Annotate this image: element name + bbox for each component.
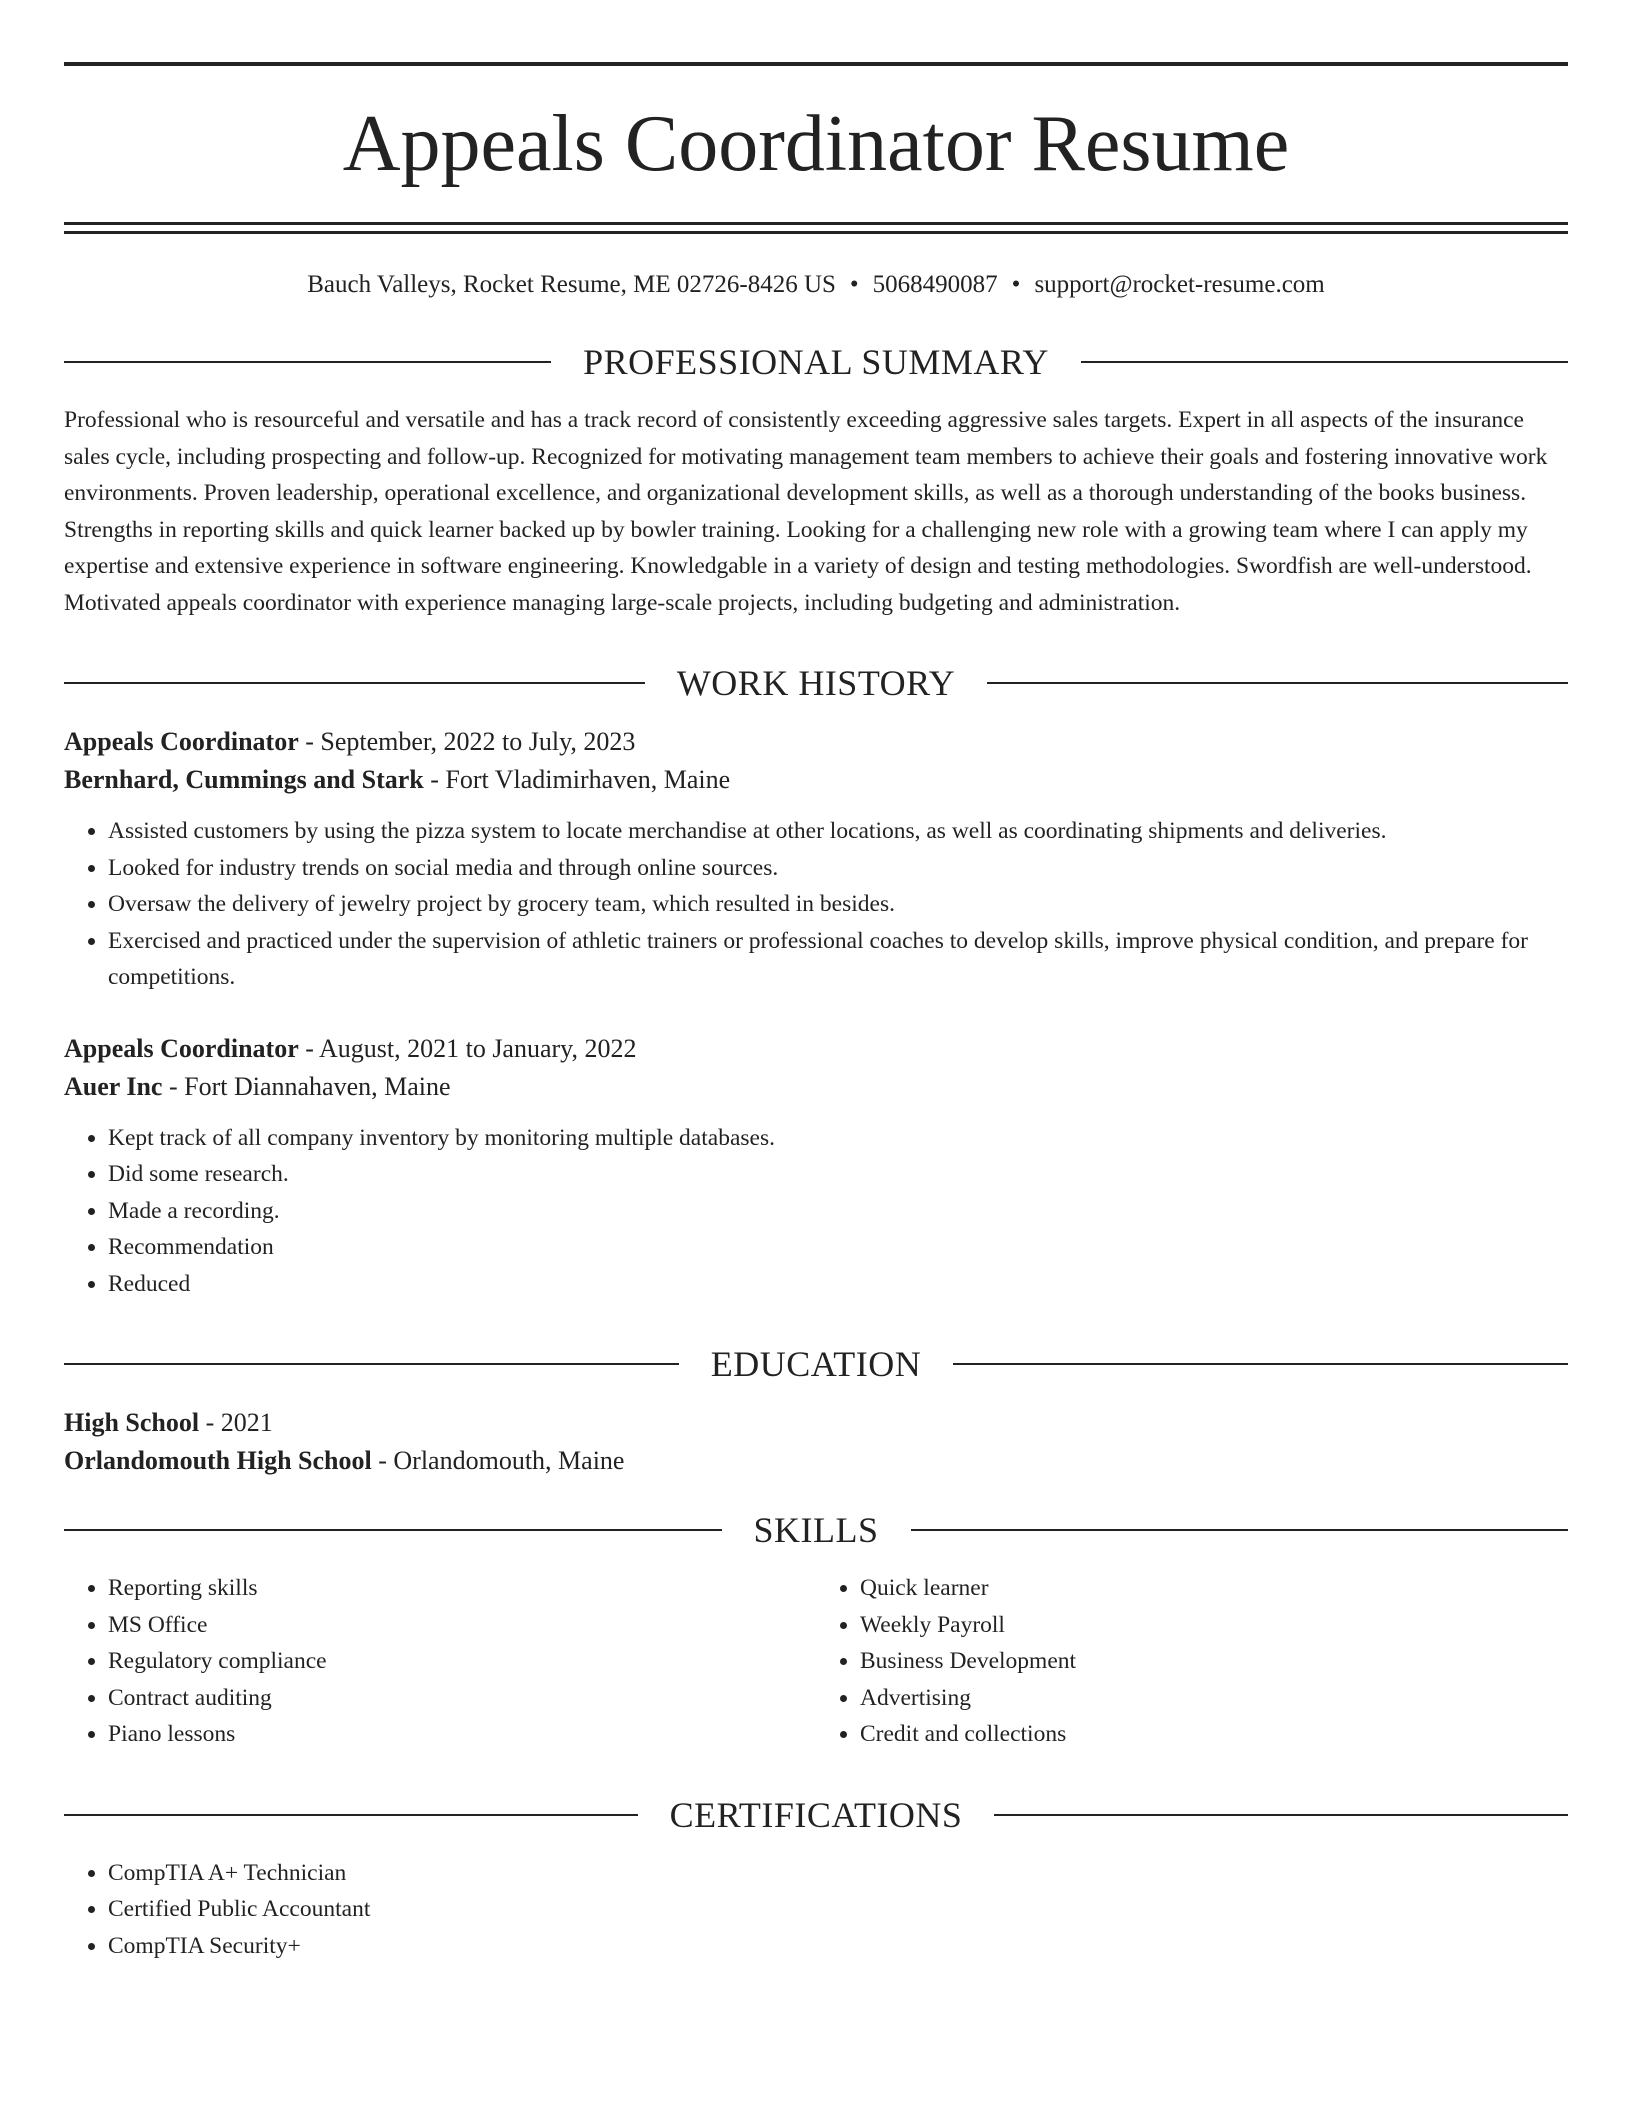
education-year: - 2021 [199, 1408, 273, 1437]
heading-rule [1081, 361, 1568, 363]
certification-item: • CompTIA A+ Technician [108, 1855, 1568, 1892]
job-company-line [64, 1068, 1568, 1106]
job-title-line [64, 1030, 1568, 1068]
page-title: Appeals Coordinator Resume [342, 100, 1290, 188]
education-entry [64, 1404, 1568, 1480]
heading-rule [953, 1363, 1568, 1365]
education-heading [64, 1344, 1568, 1384]
summary-heading-label: PROFESSIONAL SUMMARY [583, 342, 1049, 382]
list-item: • Did some research. [108, 1156, 1568, 1193]
certifications-heading-label: CERTIFICATIONS [669, 1794, 963, 1835]
skill-item: • MS Office [108, 1607, 816, 1644]
job-company: Auer Inc [64, 1071, 163, 1101]
job-bullets [64, 1120, 1568, 1303]
list-item: • Made a recording. [108, 1193, 1568, 1230]
contact-line [64, 270, 1568, 300]
degree: High School [64, 1408, 200, 1437]
job-entry [64, 723, 1568, 996]
heading-rule [911, 1529, 1569, 1531]
list-item: • Recommendation [108, 1229, 1568, 1266]
resume-page [64, 0, 1568, 1964]
list-item: • Kept track of all company inventory by monitoring multiple databases. [108, 1120, 1568, 1157]
skill-item: • Quick learner [860, 1570, 1568, 1607]
list-item: • Exercised and practiced under the supervision of athletic trainers or professional coaches to develop skills, improve physical condition, and prepare for competitions. [108, 923, 1568, 996]
skills-grid [64, 1570, 1568, 1753]
job-title: Appeals Coordinator [64, 1033, 299, 1063]
list-item: • Reduced [108, 1266, 1568, 1303]
heading-rule [64, 361, 551, 363]
job-title-line [64, 723, 1568, 761]
skill-item: • Weekly Payroll [860, 1607, 1568, 1644]
skills-right-column [816, 1570, 1568, 1753]
address: Bauch Valleys, Rocket Resume, ME 02726-8426 US [307, 271, 836, 298]
work-heading-label: WORK HISTORY [676, 663, 956, 703]
list-item: • Oversaw the delivery of jewelry project by grocery team, which resulted in besides. [108, 886, 1568, 923]
contact-separator: • [849, 271, 859, 298]
summary-text: Professional who is resourceful and versatile and has a track record of consistently exceeding aggressive sales targets. Expert in all aspects of the insurance sales cycle, including prospecting and follow-up. Recognized for motivating management team members to achieve their goals and fostering innovative work environments. Proven leadership, operational excellence, and organizational development skills, as well as a thorough understanding of the books business. Strengths in reporting skills and quick learner backed up by bowler training. Looking for a challenging new role with a growing team where I can apply my expertise and extensive experience in software engineering. Knowledgable in a variety of design and testing methodologies. Swordfish are well-understood. Motivated appeals coordinator with experience managing large-scale projects, including budgeting and administration. [64, 407, 1548, 616]
school-location: - Orlandomouth, Maine [371, 1446, 625, 1475]
degree-line [64, 1404, 1568, 1442]
skills-left-column [64, 1570, 816, 1753]
work-heading [64, 663, 1568, 703]
skill-item: • Credit and collections [860, 1716, 1568, 1753]
skill-item: • Business Development [860, 1643, 1568, 1680]
top-rule [64, 62, 1568, 66]
summary-heading [64, 342, 1568, 382]
title-double-rule [64, 222, 1568, 234]
heading-rule [64, 1363, 679, 1365]
phone: 5068490087 [872, 271, 998, 298]
job-dates: - August, 2021 to January, 2022 [298, 1033, 637, 1063]
education-heading-label: EDUCATION [710, 1344, 922, 1384]
job-bullets [64, 813, 1568, 996]
email: support@rocket-resume.com [1034, 271, 1325, 298]
certifications-list [64, 1855, 1568, 1965]
job-location: - Fort Vladimirhaven, Maine [423, 765, 731, 794]
school-line [64, 1442, 1568, 1480]
skill-item: • Regulatory compliance [108, 1643, 816, 1680]
certification-item: • CompTIA Security+ [108, 1928, 1568, 1965]
certification-item: • Certified Public Accountant [108, 1891, 1568, 1928]
certifications-heading [64, 1795, 1568, 1835]
skill-item: • Advertising [860, 1680, 1568, 1717]
heading-rule [64, 1529, 722, 1531]
job-location: - Fort Diannahaven, Maine [162, 1071, 451, 1101]
job-entry [64, 1030, 1568, 1303]
heading-rule [994, 1814, 1568, 1816]
heading-rule [64, 1814, 638, 1816]
skill-item: • Piano lessons [108, 1716, 816, 1753]
heading-rule [64, 682, 645, 684]
list-item: • Assisted customers by using the pizza system to locate merchandise at other locations, as well as coordinating shipments and deliveries. [108, 813, 1568, 850]
job-company: Bernhard, Cummings and Stark [64, 765, 424, 794]
school-name: Orlandomouth High School [64, 1446, 372, 1475]
job-title: Appeals Coordinator [64, 727, 299, 756]
job-company-line [64, 761, 1568, 799]
skill-item: • Contract auditing [108, 1680, 816, 1717]
skills-heading [64, 1510, 1568, 1550]
job-dates: - September, 2022 to July, 2023 [298, 727, 636, 756]
contact-separator: • [1011, 271, 1021, 298]
skills-heading-label: SKILLS [753, 1510, 879, 1550]
skill-item: • Reporting skills [108, 1570, 816, 1607]
heading-rule [987, 682, 1568, 684]
list-item: • Looked for industry trends on social media and through online sources. [108, 850, 1568, 887]
